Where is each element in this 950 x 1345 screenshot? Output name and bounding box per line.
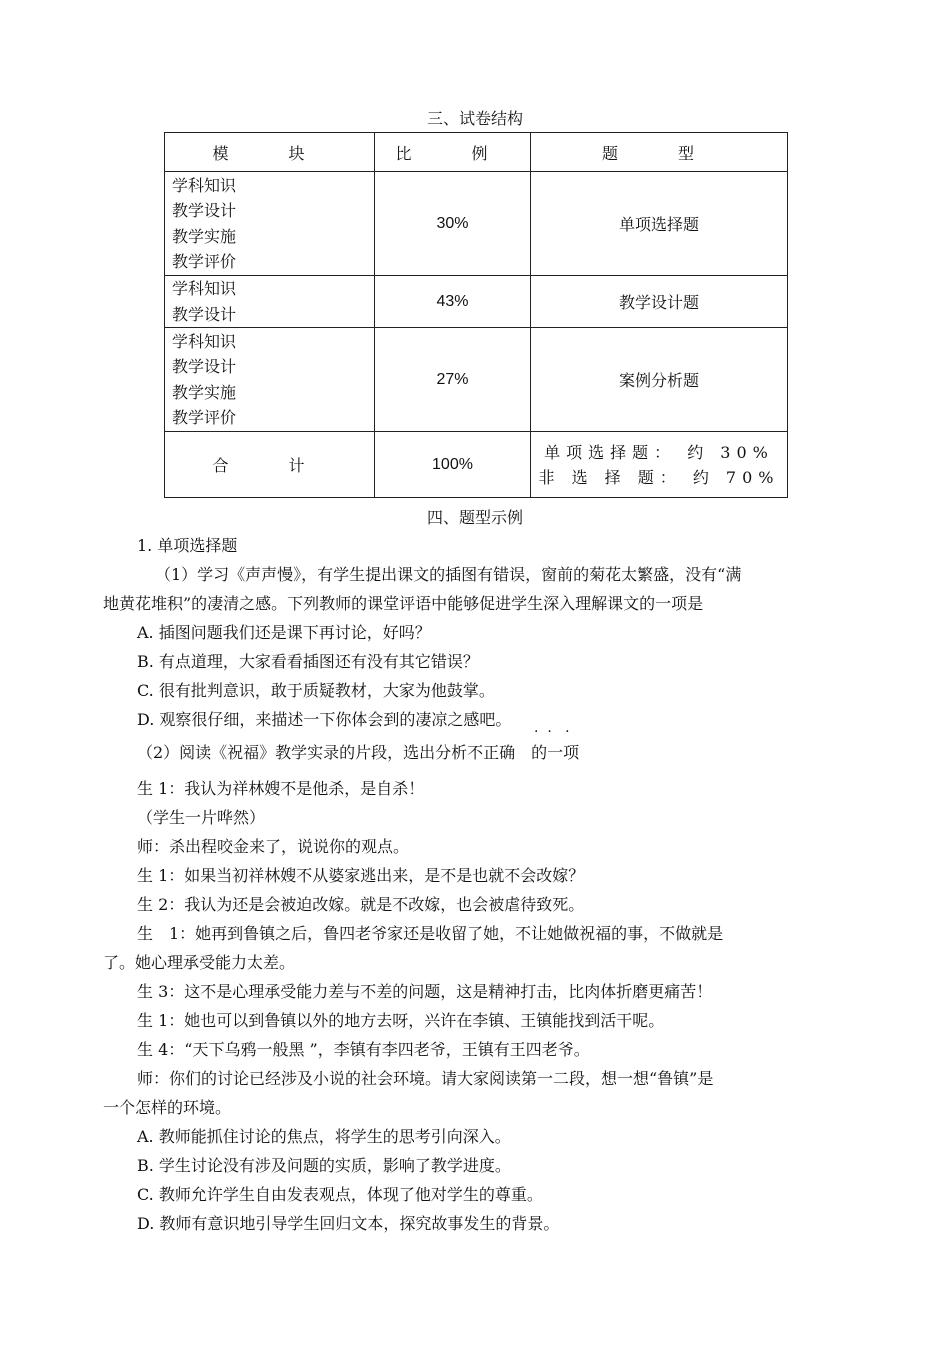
type-cell: 教学设计题 [531, 276, 788, 328]
dialog-line: 生 1：她也可以到鲁镇以外的地方去呀，兴许在李镇、王镇能找到活干呢。 [137, 1011, 665, 1030]
question-1-stem-line2: 地黄花堆积”的凄清之感。下列教师的课堂评语中能够促进学生深入理解课文的一项是 [103, 594, 704, 613]
dialog-line: （学生一片哗然） [137, 808, 266, 827]
module-item: 教学设计 [172, 357, 237, 376]
question-2-stem: （2）阅读《祝福》教学实录的片段，选出分析不正确 的一项 [137, 743, 580, 762]
module-item: 学科知识 [172, 331, 237, 351]
question-2-option-d: D. 教师有意识地引导学生回归文本，探究故事发生的背景。 [137, 1214, 560, 1233]
table-row [165, 276, 788, 328]
dialog-line: 了。她心理承受能力太差。 [103, 953, 296, 972]
table-row [165, 172, 788, 276]
dialog-line: 师：你们的讨论已经涉及小说的社会环境。请大家阅读第一二段，想一想“鲁镇”是 [137, 1069, 714, 1088]
question-1-option-c: C. 很有批判意识，敢于质疑教材，大家为他鼓掌。 [137, 681, 495, 700]
type-cell: 单项选择题 [531, 172, 788, 276]
header-module: 模 块 [165, 133, 375, 172]
question-1-stem-line1: （1）学习《声声慢》，有学生提出课文的插图有错误，窗前的菊花太繁盛，没有“满 [155, 565, 742, 584]
summary-line: 单项选择题： 约 30% [544, 442, 774, 462]
table-header-row [165, 133, 788, 172]
module-cell [165, 328, 375, 432]
module-cell [165, 276, 375, 328]
total-ratio: 100% [375, 432, 531, 498]
dialog-line: 生 1：如果当初祥林嫂不从婆家逃出来，是不是也就不会改嫁？ [137, 866, 585, 885]
question-2-option-a: A. 教师能抓住讨论的焦点，将学生的思考引向深入。 [137, 1127, 511, 1146]
question-2-option-c: C. 教师允许学生自由发表观点，体现了他对学生的尊重。 [137, 1185, 543, 1204]
module-item: 教学实施 [172, 226, 237, 246]
table-total-row [165, 432, 788, 498]
ratio-cell: 27% [375, 328, 531, 432]
question-1-option-d: D. 观察很仔细，来描述一下你体会到的凄凉之感吧。 [137, 710, 512, 729]
summary-line: 非 选 择 题： 约 70% [538, 467, 780, 487]
header-ratio: 比 例 [375, 133, 531, 172]
dialog-line: 一个怎样的环境。 [103, 1098, 232, 1117]
question-1-option-b: B. 有点道理，大家看看插图还有没有其它错误？ [137, 652, 479, 671]
total-summary [531, 432, 788, 498]
total-label: 合 计 [165, 432, 375, 498]
module-item: 教学实施 [172, 382, 237, 402]
module-item: 学科知识 [172, 175, 237, 195]
dialog-line: 生 3：这不是心理承受能力差与不差的问题，这是精神打击，比肉体折磨更痛苦！ [137, 982, 713, 1001]
table-row [165, 328, 788, 432]
question-1-option-a: A. 插图问题我们还是课下再讨论，好吗？ [137, 623, 431, 642]
module-item: 学科知识 [172, 279, 237, 298]
dialog-line: 生 1：她再到鲁镇之后，鲁四老爷家还是收留了她，不让她做祝福的事，不做就是 [137, 924, 724, 943]
section-3-title: 三、试卷结构 [426, 109, 523, 128]
ratio-cell: 30% [375, 172, 531, 276]
dialog-line: 生 2：我认为还是会被迫改嫁。就是不改嫁，也会被虐待致死。 [137, 895, 585, 914]
dialog-line: 师：杀出程咬金来了，说说你的观点。 [137, 837, 410, 856]
module-item: 教学评价 [172, 252, 237, 271]
module-item: 教学设计 [172, 304, 237, 324]
dialog-line: 生 4：“天下乌鸦一般黑 ”，李镇有李四老爷，王镇有王四老爷。 [137, 1040, 590, 1059]
type-cell: 案例分析题 [531, 328, 788, 432]
question-type-heading: 1. 单项选择题 [137, 536, 238, 555]
module-item: 教学设计 [172, 201, 237, 220]
section-4-title: 四、题型示例 [426, 508, 523, 527]
question-2-option-b: B. 学生讨论没有涉及问题的实质，影响了教学进度。 [137, 1156, 511, 1175]
module-cell [165, 172, 375, 276]
ratio-cell: 43% [375, 276, 531, 328]
emphasis-dots: · · · [534, 724, 570, 740]
header-type: 题 型 [531, 133, 788, 172]
dialog-line: 生 1：我认为祥林嫂不是他杀，是自杀！ [137, 779, 425, 798]
module-item: 教学评价 [172, 408, 237, 427]
exam-structure-table [164, 132, 788, 498]
